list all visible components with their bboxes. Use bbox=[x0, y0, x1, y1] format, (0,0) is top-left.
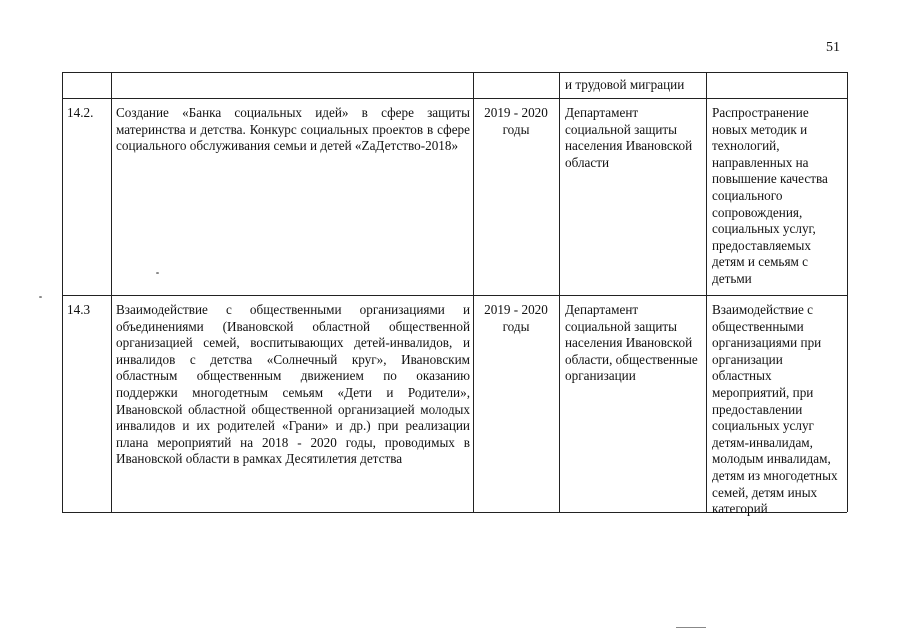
table-top-border bbox=[62, 72, 847, 73]
responsible-cell: Департамент социальной защиты населения Ивановской области bbox=[565, 105, 693, 170]
column-border bbox=[559, 72, 560, 512]
column-border bbox=[847, 72, 848, 512]
column-border bbox=[111, 72, 112, 512]
activities-table bbox=[62, 72, 847, 517]
years-cell: 2019 - 2020 годы bbox=[484, 105, 548, 137]
row-separator bbox=[62, 295, 847, 296]
scan-speck bbox=[39, 296, 42, 298]
activity-cell: Взаимодействие с общественными организациями и объединениями (Ивановской областной общественной организацией семей, воспитывающих детей-инвалидов, и инвалидов с детства «Солнечный круг», Ивановским областным общественным движением по оказанию поддержки многодетным семьям «Дети и Родители», Ивановской областной общественной организацией молодых инвалидов и их родителей «Грани» и др.) при реализации плана мероприятий на 2018 - 2020 годы, проводимых в Ивановской области в рамках Десятилетия детства bbox=[116, 302, 470, 467]
row-number-cell: 14.3 bbox=[67, 302, 91, 317]
responsible-cell: Департамент социальной защиты населения Ивановской области, общественные организации bbox=[565, 302, 698, 384]
scan-speck bbox=[676, 627, 706, 628]
page-number: 51 bbox=[826, 40, 840, 55]
years-cell: 2019 - 2020 годы bbox=[484, 302, 548, 334]
activity-cell: Создание «Банка социальных идей» в сфере защиты материнства и детства. Конкурс социальных проектов в сфере социального обслуживания семьи и детей «ZaДетство-2018» bbox=[116, 105, 470, 154]
column-border bbox=[62, 72, 63, 512]
row-number-cell: 14.2. bbox=[67, 105, 94, 120]
result-cell: Распространение новых методик и технологий, направленных на повышение качества социального сопровождения, социальных услуг, предоставляемых детям и семьям с детьми bbox=[712, 105, 828, 286]
scan-speck bbox=[156, 272, 159, 274]
row-separator bbox=[62, 98, 847, 99]
column-border bbox=[706, 72, 707, 512]
continuation-responsible-cell: и трудовой миграции bbox=[565, 77, 685, 92]
result-cell: Взаимодействие с общественными организациями при организации областных мероприятий, при предоставлении социальных услуг детям-инвалидам, молодым инвалидам, детям из многодетных семей, детям иных категорий bbox=[712, 302, 838, 517]
